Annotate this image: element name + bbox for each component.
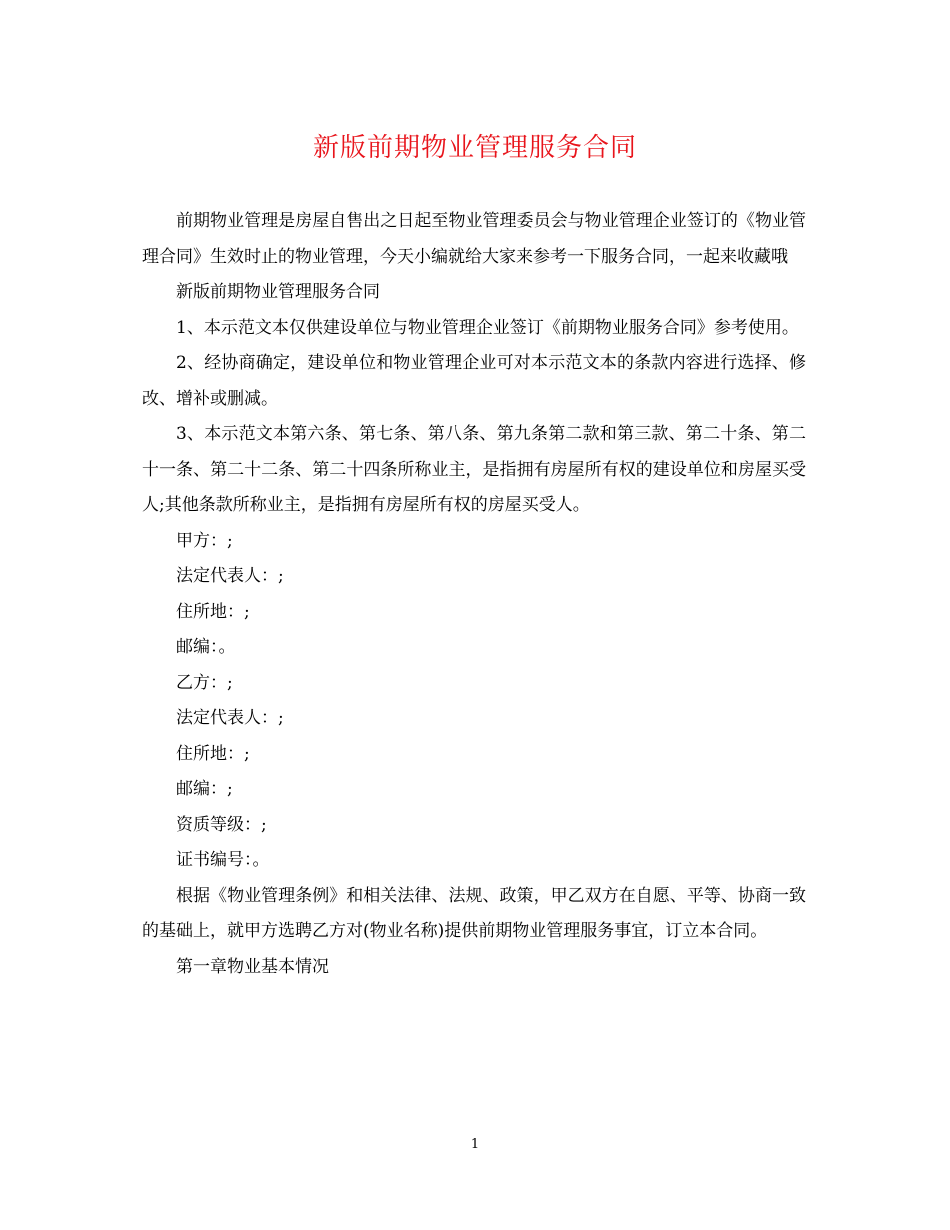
party-b-line: 乙方：;	[176, 672, 233, 693]
party-a-address-line: 住所地：;	[176, 601, 250, 622]
party-b-postcode-line: 邮编：;	[176, 779, 233, 799]
chapter-heading: 第一章物业基本情况	[176, 956, 329, 977]
party-a-postcode-line: 邮编：。	[176, 637, 236, 657]
note-paragraph-3: 3、本示范文本第六条、第七条、第八条、第九条第二款和第三款、第二十条、第二十一条、第二十二条、第二十四条所称业主，是指拥有房屋所有权的建设单位和房屋买受人;其他条款所称业主，是指拥有房屋所有权的房屋买受人。	[142, 424, 806, 515]
note-paragraph-1: 1、本示范文本仅供建设单位与物业管理企业签订《前期物业服务合同》参考使用。	[176, 317, 799, 338]
party-a-line: 甲方：;	[176, 530, 233, 551]
party-b-qualification-line: 资质等级：;	[176, 814, 267, 835]
subtitle-paragraph: 新版前期物业管理服务合同	[176, 282, 380, 302]
party-b-representative-line: 法定代表人：;	[176, 708, 284, 728]
basis-paragraph: 根据《物业管理条例》和相关法律、法规、政策，甲乙双方在自愿、平等、协商一致的基础上，就甲方选聘乙方对(物业名称)提供前期物业管理服务事宜，订立本合同。	[142, 885, 806, 941]
party-a-representative-line: 法定代表人：;	[176, 566, 284, 586]
page-number: 1	[470, 1137, 480, 1152]
party-b-certificate-line: 证书编号：。	[176, 850, 270, 870]
note-paragraph-2: 2、经协商确定，建设单位和物业管理企业可对本示范文本的条款内容进行选择、修改、增补或删减。	[142, 353, 806, 409]
document-title: 新版前期物业管理服务合同	[312, 133, 637, 163]
document-body	[142, 204, 806, 985]
intro-paragraph: 前期物业管理是房屋自售出之日起至物业管理委员会与物业管理企业签订的《物业管理合同》生效时止的物业管理，今天小编就给大家来参考一下服务合同，一起来收藏哦	[142, 211, 806, 267]
party-b-address-line: 住所地：;	[176, 743, 250, 764]
